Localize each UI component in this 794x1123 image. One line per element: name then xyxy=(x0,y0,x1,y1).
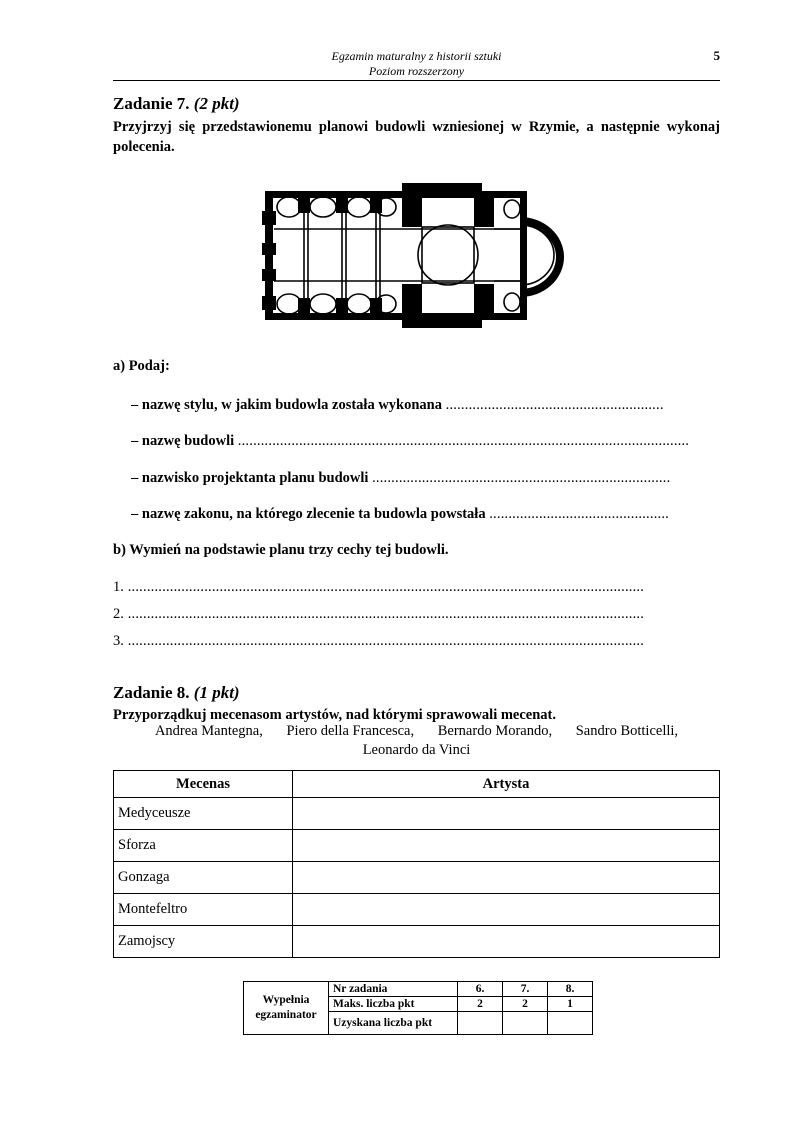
artist-answer-cell[interactable] xyxy=(293,926,720,958)
examiner-label-line1: Wypełnia xyxy=(262,994,310,1006)
task8-title-text: Zadanie 8. xyxy=(113,683,190,702)
task7-title-text: Zadanie 7. xyxy=(113,94,190,113)
patron-cell: Montefeltro xyxy=(114,894,293,926)
answer-dotted-line: ...................................................................................................................... xyxy=(237,433,690,449)
patron-cell: Medyceusze xyxy=(114,798,293,830)
table-row xyxy=(114,830,720,862)
artist-name: Sandro Botticelli, xyxy=(575,723,679,739)
column-header-artist: Artysta xyxy=(293,771,720,798)
task7-item-order[interactable] xyxy=(131,506,721,523)
task7-title xyxy=(113,94,240,114)
max-points-cell: 2 xyxy=(458,997,503,1012)
task7-item-building-label: – nazwę budowli xyxy=(131,433,235,449)
max-points-cell: 1 xyxy=(548,997,593,1012)
task7-instruction: Przyjrzyj się przedstawionemu planowi budowli wzniesionej w Rzymie, a następnie wykonaj polecenia. xyxy=(113,119,720,155)
answer-dotted-line: .............................................................................. xyxy=(372,470,671,486)
task8-title xyxy=(113,683,240,703)
answer-number: 3. xyxy=(113,633,124,649)
patron-cell: Sforza xyxy=(114,830,293,862)
artist-list-line1 xyxy=(113,722,720,741)
church-floor-plan xyxy=(262,181,566,341)
task-number-cell: 7. xyxy=(503,982,548,997)
table-row xyxy=(114,894,720,926)
task8-instruction: Przyporządkuj mecenasom artystów, nad którymi sprawowali mecenat. xyxy=(113,707,557,723)
patron-artist-table xyxy=(113,770,720,958)
answer-dotted-line: ....................................................................................................................................... xyxy=(123,633,645,649)
table-header-row xyxy=(114,771,720,798)
artist-name: Andrea Mantegna, xyxy=(154,723,263,739)
answer-dotted-line: ............................................... xyxy=(489,506,669,522)
max-points-cell: 2 xyxy=(503,997,548,1012)
task7-part-a: a) Podaj: xyxy=(113,358,170,374)
answer-dotted-line: ....................................................................................................................................... xyxy=(123,579,645,595)
header-exam-title: Egzamin maturalny z historii sztuki xyxy=(331,49,502,63)
artist-name: Piero della Francesca, xyxy=(286,723,415,739)
artist-answer-cell[interactable] xyxy=(293,862,720,894)
task7-item-style[interactable] xyxy=(131,397,721,414)
task7-item-style-label: – nazwę stylu, w jakim budowla została wykonana xyxy=(131,397,442,413)
task7-item-architect-label: – nazwisko projektanta planu budowli xyxy=(131,470,369,486)
obtained-points-cell[interactable] xyxy=(503,1012,548,1035)
artist-name: Bernardo Morando, xyxy=(437,723,553,739)
answer-number: 2. xyxy=(113,606,124,622)
page-number: 5 xyxy=(713,48,720,63)
header-level: Poziom rozszerzony xyxy=(368,64,465,78)
artist-answer-cell[interactable] xyxy=(293,894,720,926)
artist-answer-cell[interactable] xyxy=(293,830,720,862)
task7-item-order-label: – nazwę zakonu, na którego zlecenie ta budowla powstała xyxy=(131,506,486,522)
row-label-obtained-points: Uzyskana liczba pkt xyxy=(329,1012,458,1035)
table-row xyxy=(114,798,720,830)
row-label-task-number: Nr zadania xyxy=(329,982,458,997)
task-number-cell: 6. xyxy=(458,982,503,997)
task7-answer-2[interactable] xyxy=(113,606,720,623)
answer-dotted-line: ......................................................... xyxy=(445,397,664,413)
score-row-task-numbers xyxy=(244,982,593,997)
table-row xyxy=(114,926,720,958)
task-number-cell: 8. xyxy=(548,982,593,997)
task7-item-building-name[interactable] xyxy=(131,433,721,450)
answer-number: 1. xyxy=(113,579,124,595)
task7-part-b: b) Wymień na podstawie planu trzy cechy tej budowli. xyxy=(113,542,449,558)
patron-cell: Gonzaga xyxy=(114,862,293,894)
examiner-score-table xyxy=(243,981,593,1035)
task8-points: (1 pkt) xyxy=(193,683,240,702)
task7-item-architect[interactable] xyxy=(131,470,721,487)
artist-answer-cell[interactable] xyxy=(293,798,720,830)
examiner-label-line2: egzaminator xyxy=(255,1009,317,1021)
column-header-patron: Mecenas xyxy=(114,771,293,798)
examiner-label xyxy=(244,982,329,1035)
page-header xyxy=(113,46,720,81)
task7-points: (2 pkt) xyxy=(193,94,240,113)
artist-list xyxy=(113,722,720,760)
table-row xyxy=(114,862,720,894)
task7-answer-1[interactable] xyxy=(113,579,720,596)
artist-name: Leonardo da Vinci xyxy=(362,742,471,758)
task7-answer-3[interactable] xyxy=(113,633,720,650)
obtained-points-cell[interactable] xyxy=(458,1012,503,1035)
obtained-points-cell[interactable] xyxy=(548,1012,593,1035)
patron-cell: Zamojscy xyxy=(114,926,293,958)
answer-dotted-line: ....................................................................................................................................... xyxy=(123,606,645,622)
row-label-max-points: Maks. liczba pkt xyxy=(329,997,458,1012)
